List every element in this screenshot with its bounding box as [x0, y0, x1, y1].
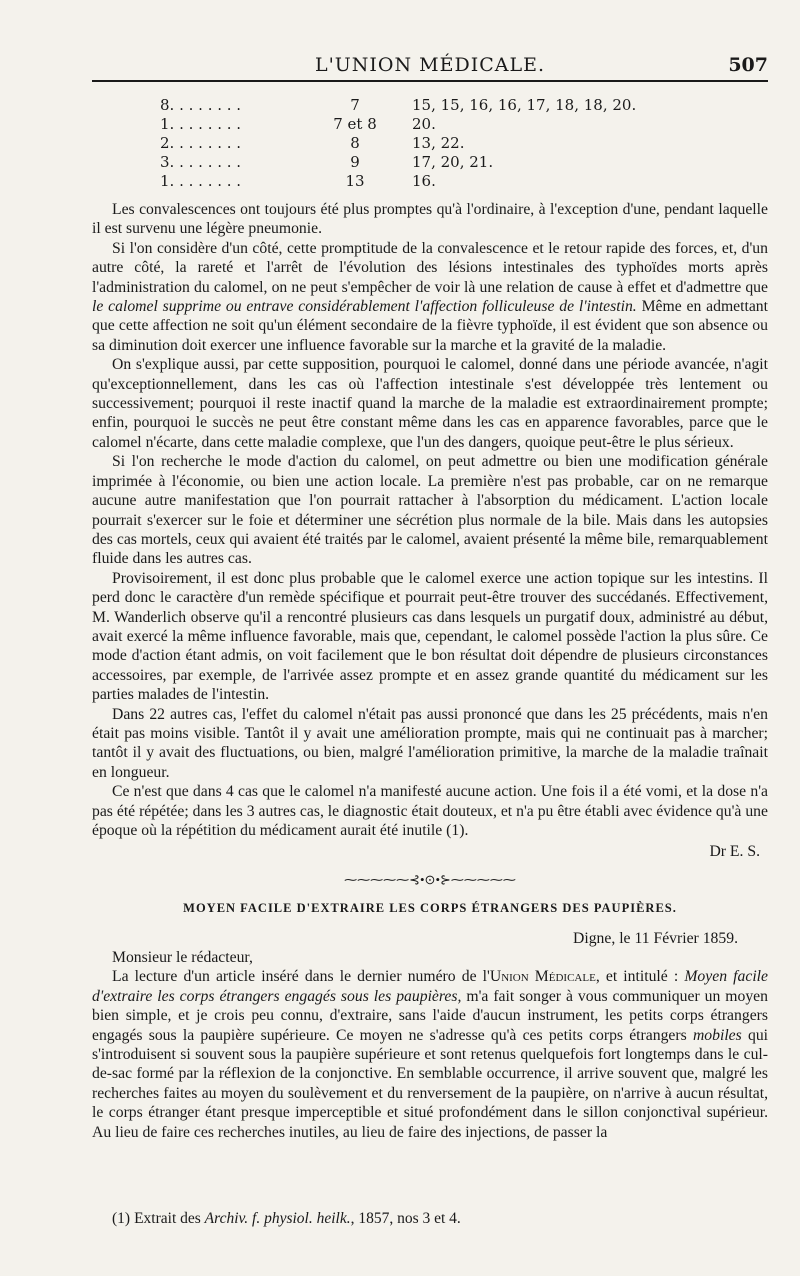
- table-cell-day: 7 et 8: [333, 115, 377, 133]
- page-number: 507: [728, 54, 768, 76]
- table-cell-values: 16.: [412, 172, 436, 190]
- author-signature: Dr E. S.: [709, 843, 760, 861]
- table-row: [160, 96, 680, 115]
- cases-table: [160, 96, 680, 191]
- paragraph: Dans 22 autres cas, l'effet du calomel n'était pas aussi prononcé que dans les 25 précédents, mais n'en était pas moins visible. Tantôt il y avait une amélioration prompte, mais qui ne continuait pas à marcher; tantôt il y avait des fluctuations, ou bien, malgré l'amélioration primitive, la marche de la maladie traînait en longueur.: [92, 705, 768, 781]
- paragraph: Provisoirement, il est donc plus probable que le calomel exerce une action topique sur les intestins. Il perd donc le caractère d'un remède spécifique et pourrait peut-être trouver des succédanés. Effectivement, M. Wanderlich observe qu'il a rencontré plusieurs cas dans lesquels un purgatif doux, administré au début, avait exercé la même influence favorable, mais que, cependant, le calomel possède l'action la plus sûre. Ce mode d'action étant admis, on voit facilement que le bon résultat doit dépendre de plusieurs circonstances accessoires, par exemple, de l'arrivée assez prompte et en assez grande quantité du médicament sur les parties malades de l'intestin.: [92, 569, 768, 704]
- section-title: MOYEN FACILE D'EXTRAIRE LES CORPS ÉTRANGERS DES PAUPIÈRES.: [183, 901, 677, 916]
- table-cell-day: 9: [350, 153, 360, 171]
- table-row: [160, 172, 680, 191]
- footnote-citation: Archiv. f. physiol. heilk.: [204, 1210, 351, 1227]
- table-cell-day: 8: [350, 134, 360, 152]
- table-cell-count: 1. . . . . . . .: [160, 115, 242, 133]
- salutation: Monsieur le rédacteur,: [112, 949, 253, 967]
- table-cell-count: 1. . . . . . . .: [160, 172, 242, 190]
- section-divider-ornament: ⁓⁓⁓⁓⁓⊰•⊙•⊱⁓⁓⁓⁓⁓: [344, 871, 516, 887]
- footnote: (1) Extrait des Archiv. f. physiol. heilk., 1857, nos 3 et 4.: [112, 1210, 461, 1227]
- article-body: [92, 200, 768, 1142]
- table-cell-count: 8. . . . . . . .: [160, 96, 242, 114]
- running-title: L'UNION MÉDICALE.: [314, 54, 546, 76]
- paragraph: Si l'on considère d'un côté, cette promptitude de la convalescence et le retour rapide des forces, et, d'un autre côté, la rareté et l'arrêt de l'évolution des lésions intestinales des typhoïdes morts après l'administration du calomel, on ne peut s'empêcher de voir là une relation de cause à effet et d'admettre que le calomel supprime ou entrave considérablement l'affection folliculeuse de l'intestin. Même en admettant que cette affection ne soit qu'un élément secondaire de la fièvre typhoïde, il est évident que son absence ou sa diminution doit exercer une influence favorable sur la marche et la gravité de la maladie.: [92, 239, 768, 354]
- dateline: Digne, le 11 Février 1859.: [573, 929, 738, 947]
- table-cell-values: 15, 15, 16, 16, 17, 18, 18, 20.: [412, 96, 637, 114]
- italic-emphasis: le calomel supprime ou entrave considérablement l'affection folliculeuse de l'intestin.: [92, 298, 637, 316]
- paragraph: Ce n'est que dans 4 cas que le calomel n'a manifesté aucune action. Une fois il a été vomi, et la dose n'a pas été répétée; dans les 3 autres cas, le diagnostic était douteux, et n'a pu être établi avec évidence qu'à une époque où la répétition du médicament aurait été inutile (1).: [92, 783, 768, 839]
- table-row: [160, 134, 680, 153]
- table-cell-day: 7: [350, 96, 360, 114]
- running-head: [92, 50, 768, 82]
- italic-emphasis: mobiles: [692, 1026, 742, 1044]
- italic-article-title: Moyen facile d'extraire les corps étrangers engagés sous les paupières,: [92, 968, 769, 1005]
- table-cell-values: 13, 22.: [412, 134, 465, 152]
- paragraph: La lecture d'un article inséré dans le dernier numéro de l'Union Médicale, et intitulé : Moyen facile d'extraire les corps étrangers engagés sous les paupières, m'a fait songer à vous communiquer un moyen bien simple, et je crois peu connu, d'extraire, sans l'aide d'aucun instrument, les petits corps étrangers engagés sous la paupière supérieure. Ce moyen ne s'adresse qu'à ces petits corps étrangers mobiles qui s'introduisent si souvent sous la paupière supérieure et sont retenus quelquefois fort longtemps dans le cul-de-sac formé par la réflexion de la conjonctive. En semblable occurrence, il arrive souvent que, malgré les recherches faites au moyen du soulèvement et du renversement de la paupière, on n'arrive à aucun résultat, le corps étranger étant presque imperceptible et situé profondément dans le sillon conjonctival supérieur. Au lieu de faire ces recherches inutiles, au lieu de faire des injections, de passer la: [92, 968, 769, 1141]
- table-row: [160, 115, 680, 134]
- footnote-mark: (1): [112, 1210, 131, 1227]
- paragraph: On s'explique aussi, par cette supposition, pourquoi le calomel, donné dans une période avancée, n'agit qu'exceptionnellement, dans les cas où l'affection intestinale s'est développée très lentement ou successivement; pourquoi il reste inactif quand la marche de la maladie est extraordinairement prompte; enfin, pourquoi le succès ne peut être constant même dans les cas en apparence favorables, parce que le calomel n'écarte, dans cette maladie complexe, que l'un des dangers, quoique peut-être le plus sérieux.: [92, 356, 768, 451]
- table-cell-values: 17, 20, 21.: [412, 153, 494, 171]
- journal-name: Union Médicale: [489, 968, 596, 986]
- table-cell-count: 3. . . . . . . .: [160, 153, 242, 171]
- table-cell-count: 2. . . . . . . .: [160, 134, 242, 152]
- table-cell-day: 13: [345, 172, 365, 190]
- paragraph: Si l'on recherche le mode d'action du calomel, on peut admettre ou bien une modification générale imprimée à l'économie, ou bien une action locale. La première n'est pas probable, car on ne remarque aucune autre manifestation que l'on pourrait rattacher à l'absorption du médicament. L'action locale pourrait s'exercer sur le foie et déterminer une sécrétion plus normale de la bile. Mais dans les autopsies des cas mortels, ceux qui avaient été traités par le calomel, avaient présenté la même bile, remarquablement fluide dans les autres cas.: [92, 453, 768, 568]
- table-cell-values: 20.: [412, 115, 436, 133]
- table-row: [160, 153, 680, 172]
- paragraph: Les convalescences ont toujours été plus promptes qu'à l'ordinaire, à l'exception d'une, pendant laquelle il est survenu une légère pneumonie.: [92, 201, 768, 238]
